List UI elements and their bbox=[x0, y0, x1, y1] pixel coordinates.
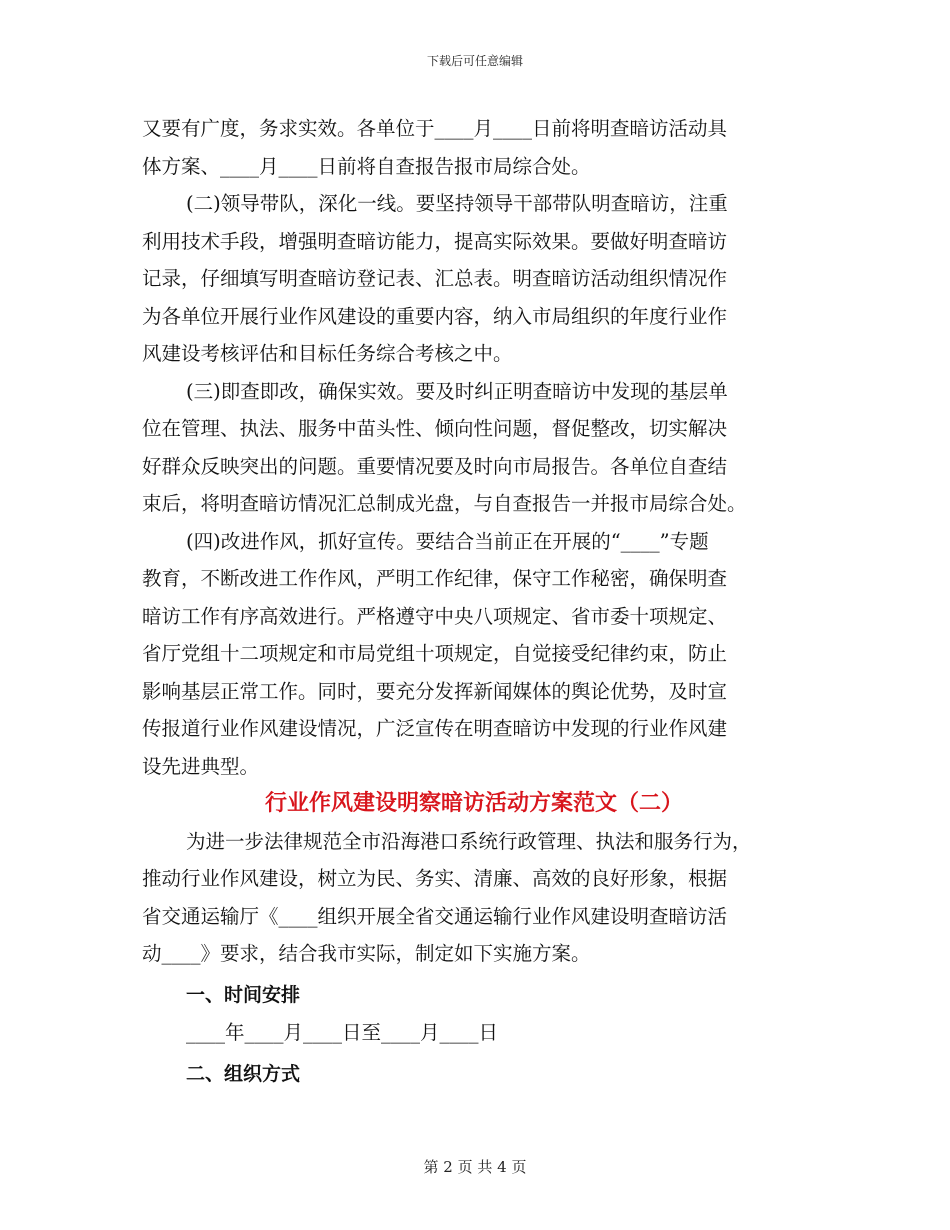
text-line: 设先进典型。 bbox=[142, 754, 260, 778]
page-footer: 第 2 页 共 4 页 bbox=[423, 1158, 527, 1176]
text-line: 风建设考核评估和目标任务综合考核之中。 bbox=[142, 342, 513, 365]
paragraph-leadership bbox=[142, 185, 806, 373]
text-line: 传报道行业作风建设情况，广泛宣传在明查暗访中发现的行业作风建 bbox=[142, 717, 728, 740]
text-line: 又要有广度，务求实效。各单位于____月____日前将明查暗访活动具 bbox=[142, 117, 728, 140]
section-title: 行业作风建设明察暗访活动方案范文（二） bbox=[264, 791, 683, 816]
text-line: (三)即查即改，确保实效。要及时纠正明查暗访中发现的基层单 bbox=[186, 379, 728, 403]
text-line: 位在管理、执法、服务中苗头性、倾向性问题，督促整改，切实解决 bbox=[142, 417, 728, 440]
paragraph-intro bbox=[142, 823, 806, 973]
heading-time-schedule: 一、时间安排 bbox=[186, 983, 301, 1006]
text-line: 省交通运输厅《____组织开展全省交通运输行业作风建设明查暗访活 bbox=[142, 904, 728, 928]
paragraph-improve-style bbox=[142, 523, 806, 786]
text-line: 利用技术手段，增强明查暗访能力，提高实际效果。要做好明查暗访 bbox=[142, 229, 728, 253]
text-line: 好群众反映突出的问题。重要情况要及时向市局报告。各单位自查结 bbox=[142, 454, 728, 478]
text-line: 教育，不断改进工作作风，严明工作纪律，保守工作秘密，确保明查 bbox=[142, 567, 728, 590]
text-line: 暗访工作有序高效进行。严格遵守中央八项规定、省市委十项规定、 bbox=[142, 604, 728, 628]
paragraph-rectify bbox=[142, 373, 806, 523]
text-line: 为各单位开展行业作风建设的重要内容，纳入市局组织的年度行业作 bbox=[142, 304, 728, 328]
text-line: 束后，将明查暗访情况汇总制成光盘，与自查报告一并报市局综合处。 bbox=[142, 492, 747, 515]
heading-organization: 二、组织方式 bbox=[186, 1062, 301, 1085]
text-line: 为进一步法律规范全市沿海港口系统行政管理、执法和服务行为， bbox=[186, 829, 752, 853]
text-line: 记录，仔细填写明查暗访登记表、汇总表。明查暗访活动组织情况作 bbox=[142, 267, 728, 290]
date-range: ____年____月____日至____月____日 bbox=[186, 1021, 499, 1044]
paragraph-continued bbox=[142, 110, 806, 185]
text-line: 省厅党组十二项规定和市局党组十项规定，自觉接受纪律约束，防止 bbox=[142, 642, 728, 665]
text-line: 动____》要求，结合我市实际，制定如下实施方案。 bbox=[142, 942, 591, 965]
document-body bbox=[142, 110, 806, 1093]
text-line: 推动行业作风建设，树立为民、务实、清廉、高效的良好形象，根据 bbox=[142, 867, 728, 890]
page-header: 下载后可任意编辑 bbox=[426, 54, 523, 68]
text-line: (二)领导带队，深化一线。要坚持领导干部带队明查暗访，注重 bbox=[186, 192, 728, 215]
text-line: (四)改进作风，抓好宣传。要结合当前正在开展的“____”专题 bbox=[186, 529, 709, 553]
text-line: 影响基层正常工作。同时，要充分发挥新闻媒体的舆论优势，及时宣 bbox=[142, 679, 728, 703]
text-line: 体方案、____月____日前将自查报告报市局综合处。 bbox=[142, 154, 591, 178]
